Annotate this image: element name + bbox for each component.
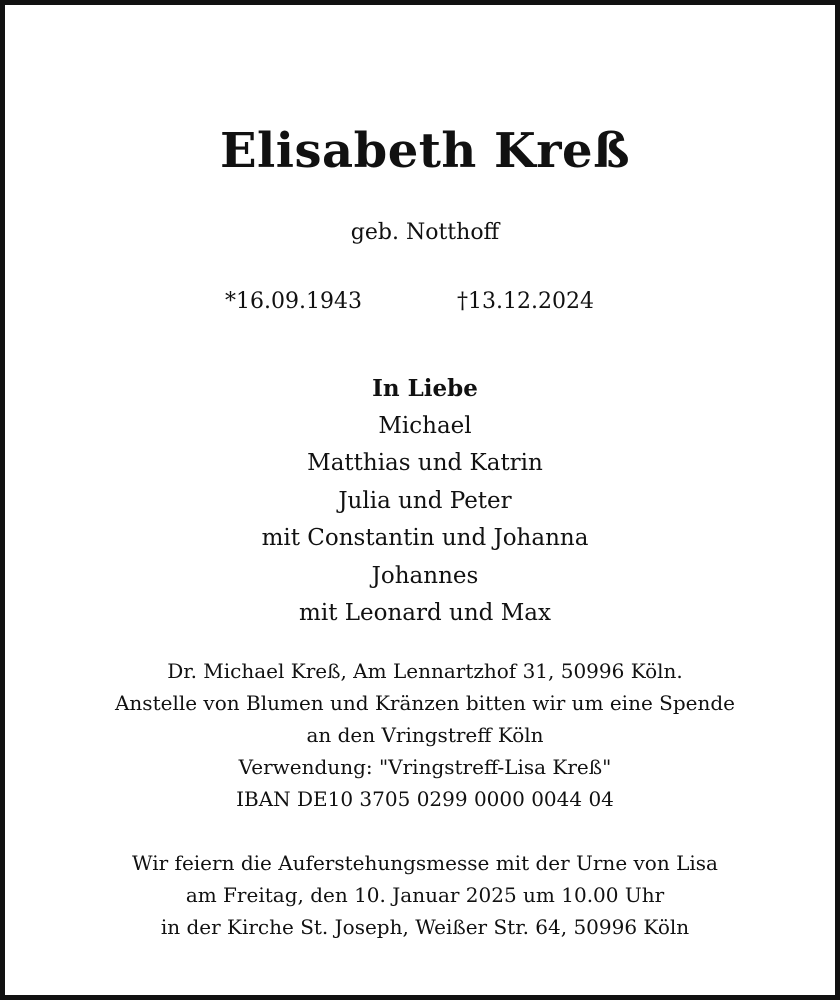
- donation-recipient: an den Vringstreff Köln: [306, 723, 544, 747]
- mourner-line: mit Constantin und Johanna: [261, 525, 589, 551]
- mourner-line: Johannes: [371, 562, 479, 589]
- death-date: †13.12.2024: [457, 289, 594, 314]
- life-dates: [5, 289, 840, 321]
- contact-address: Dr. Michael Kreß, Am Lennartzhof 31, 50996 Köln.: [167, 659, 683, 683]
- donation-notice: [5, 655, 840, 815]
- birth-date: *16.09.1943: [225, 289, 362, 314]
- donation-text: Anstelle von Blumen und Kränzen bitten wir um eine Spende: [114, 691, 736, 715]
- donation-iban: IBAN DE10 3705 0299 0000 0044 04: [236, 787, 614, 811]
- service-line: in der Kirche St. Joseph, Weißer Str. 64, 50996 Köln: [160, 915, 690, 939]
- mourners-block: [5, 370, 840, 633]
- maiden-name: geb. Notthoff: [350, 220, 500, 245]
- mourners-heading: In Liebe: [372, 375, 478, 402]
- service-info: [5, 847, 840, 943]
- service-line: am Freitag, den 10. Januar 2025 um 10.00 Uhr: [185, 883, 665, 907]
- deceased-name: Elisabeth Kreß: [219, 123, 631, 179]
- mourner-line: Matthias und Katrin: [307, 450, 543, 476]
- mourner-line: Michael: [378, 412, 472, 439]
- service-line: Wir feiern die Auferstehungsmesse mit der Urne von Lisa: [132, 851, 718, 875]
- mourner-line: Julia und Peter: [338, 487, 512, 514]
- mourner-line: mit Leonard und Max: [299, 600, 551, 626]
- donation-reference: Verwendung: "Vringstreff-Lisa Kreß": [238, 755, 612, 779]
